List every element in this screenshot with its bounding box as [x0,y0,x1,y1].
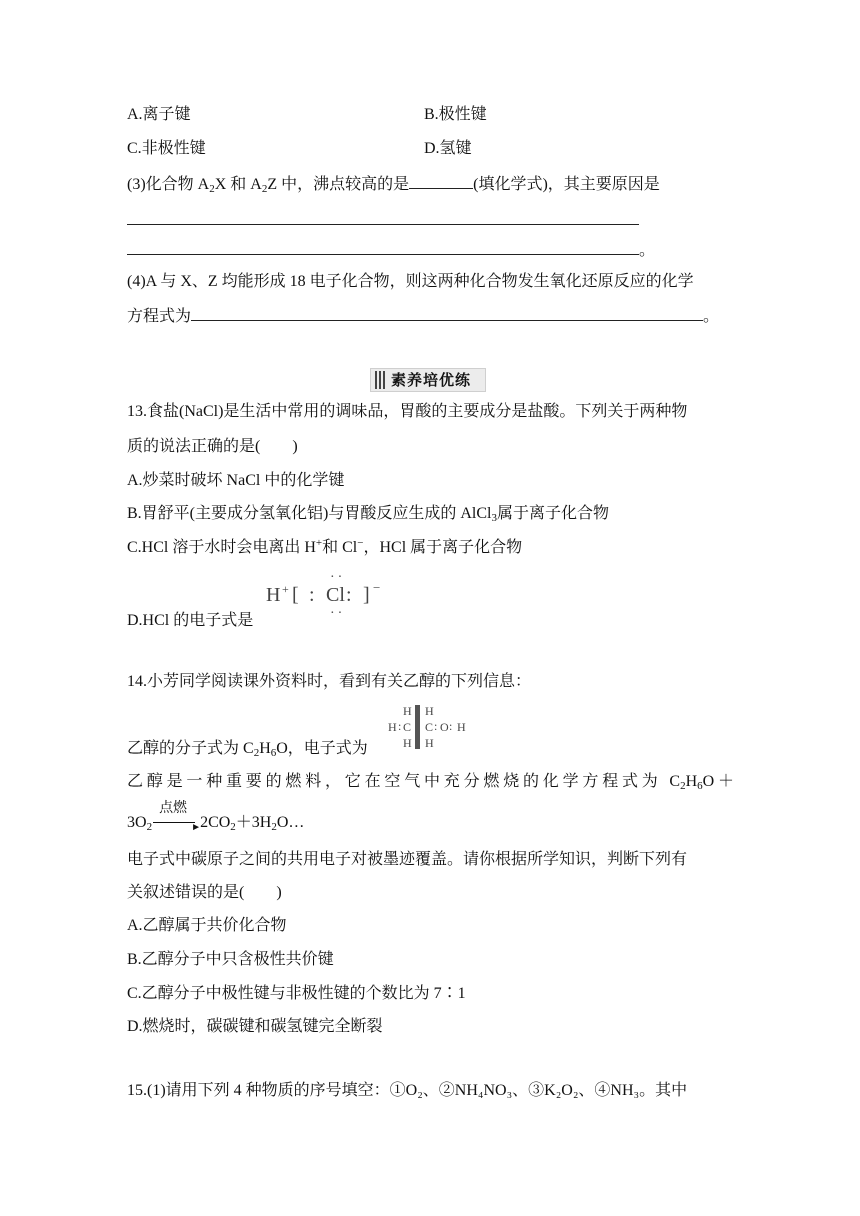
q12-option-b: B.极性键 [424,106,487,123]
q12-option-c: C.非极性键 [127,140,206,157]
q14-note-line1: 电子式中碳原子之间的共用电子对被墨迹覆盖。请你根据所学知识，判断下列有 [127,851,688,868]
q13-stem-line2: 质的说法正确的是( ) [127,438,298,455]
q13-option-c: C.HCl 溶于水时会电离出 H+和 Cl−，HCl 属于离子化合物 [127,537,523,556]
q14-fuel-line: 乙醇是一种重要的燃料，它在空气中充分燃烧的化学方程式为 $C_2H_6O+$ [127,773,734,792]
period: 。 [639,242,656,259]
q14-formula-line: 乙醇的分子式为 $C_2H_6O$，电子式为 [127,740,368,759]
q12-part4-line1: (4)A 与 X、Z 均能形成 18 电子化合物，则这两种化合物发生氧化还原反应的化学 [127,273,694,290]
q15-line1: 15.(1)请用下列 4 种物质的序号填空：①O₂、②NH₄NO₃、③K₂O₂、④NH₃。其中 [127,1082,688,1099]
q12-part4-line2: 方程式为 。 [127,305,719,328]
section-header [370,368,486,392]
q14-stem: 14.小芳同学阅读课外资料时，看到有关乙醇的下列信息： [127,673,532,690]
q13-option-b: B.胃舒平(主要成分氢氧化铝)与胃酸反应生成的 AlCl$_3$属于离子化合物 [127,505,609,524]
section-header-label: 素养培优练 [391,371,472,389]
q14-note-line2: 关叙述错误的是( ) [127,884,282,901]
q12-option-a: A.离子键 [127,106,191,123]
q13-stem-line1: 13.食盐(NaCl)是生活中常用的调味品，胃酸的主要成分是盐酸。下列关于两种物 [127,403,688,420]
header-bars-icon [375,371,385,389]
q12-option-d: D.氢键 [424,140,472,157]
q12-part3-blank-line-1[interactable] [127,209,639,232]
q14-option-c: C.乙醇分子中极性键与非极性键的个数比为 7∶1 [127,985,466,1002]
q14-equation: $3O_2$ 点燃 ► $2CO_2+3H_2O\dots$ [127,801,305,833]
hcl-electron-formula: H + [ : Cl : ] − ·· ·· [266,570,381,621]
q12-part3-blank-line-2[interactable] [127,239,655,262]
q13-option-d: D.HCl 的电子式是 [127,612,254,629]
q13-option-a: A.炒菜时破坏 NaCl 中的化学键 [127,472,345,489]
ethanol-electron-formula: H H H : C C : O : H H H [388,704,466,750]
q14-option-d: D.燃烧时，碳碳键和碳氢键完全断裂 [127,1018,383,1035]
q14-option-a: A.乙醇属于共价化合物 [127,917,287,934]
q12-part3: (3)化合物 $A_2X$ 和 $A_2Z$ 中，沸点较高的是 (填化学式)，其主要原因是 [127,173,660,196]
answer-blank[interactable] [191,305,703,321]
q14-option-b: B.乙醇分子中只含极性共价键 [127,951,334,968]
reaction-arrow-icon: 点燃 ► [153,813,199,827]
answer-blank[interactable] [409,173,473,189]
